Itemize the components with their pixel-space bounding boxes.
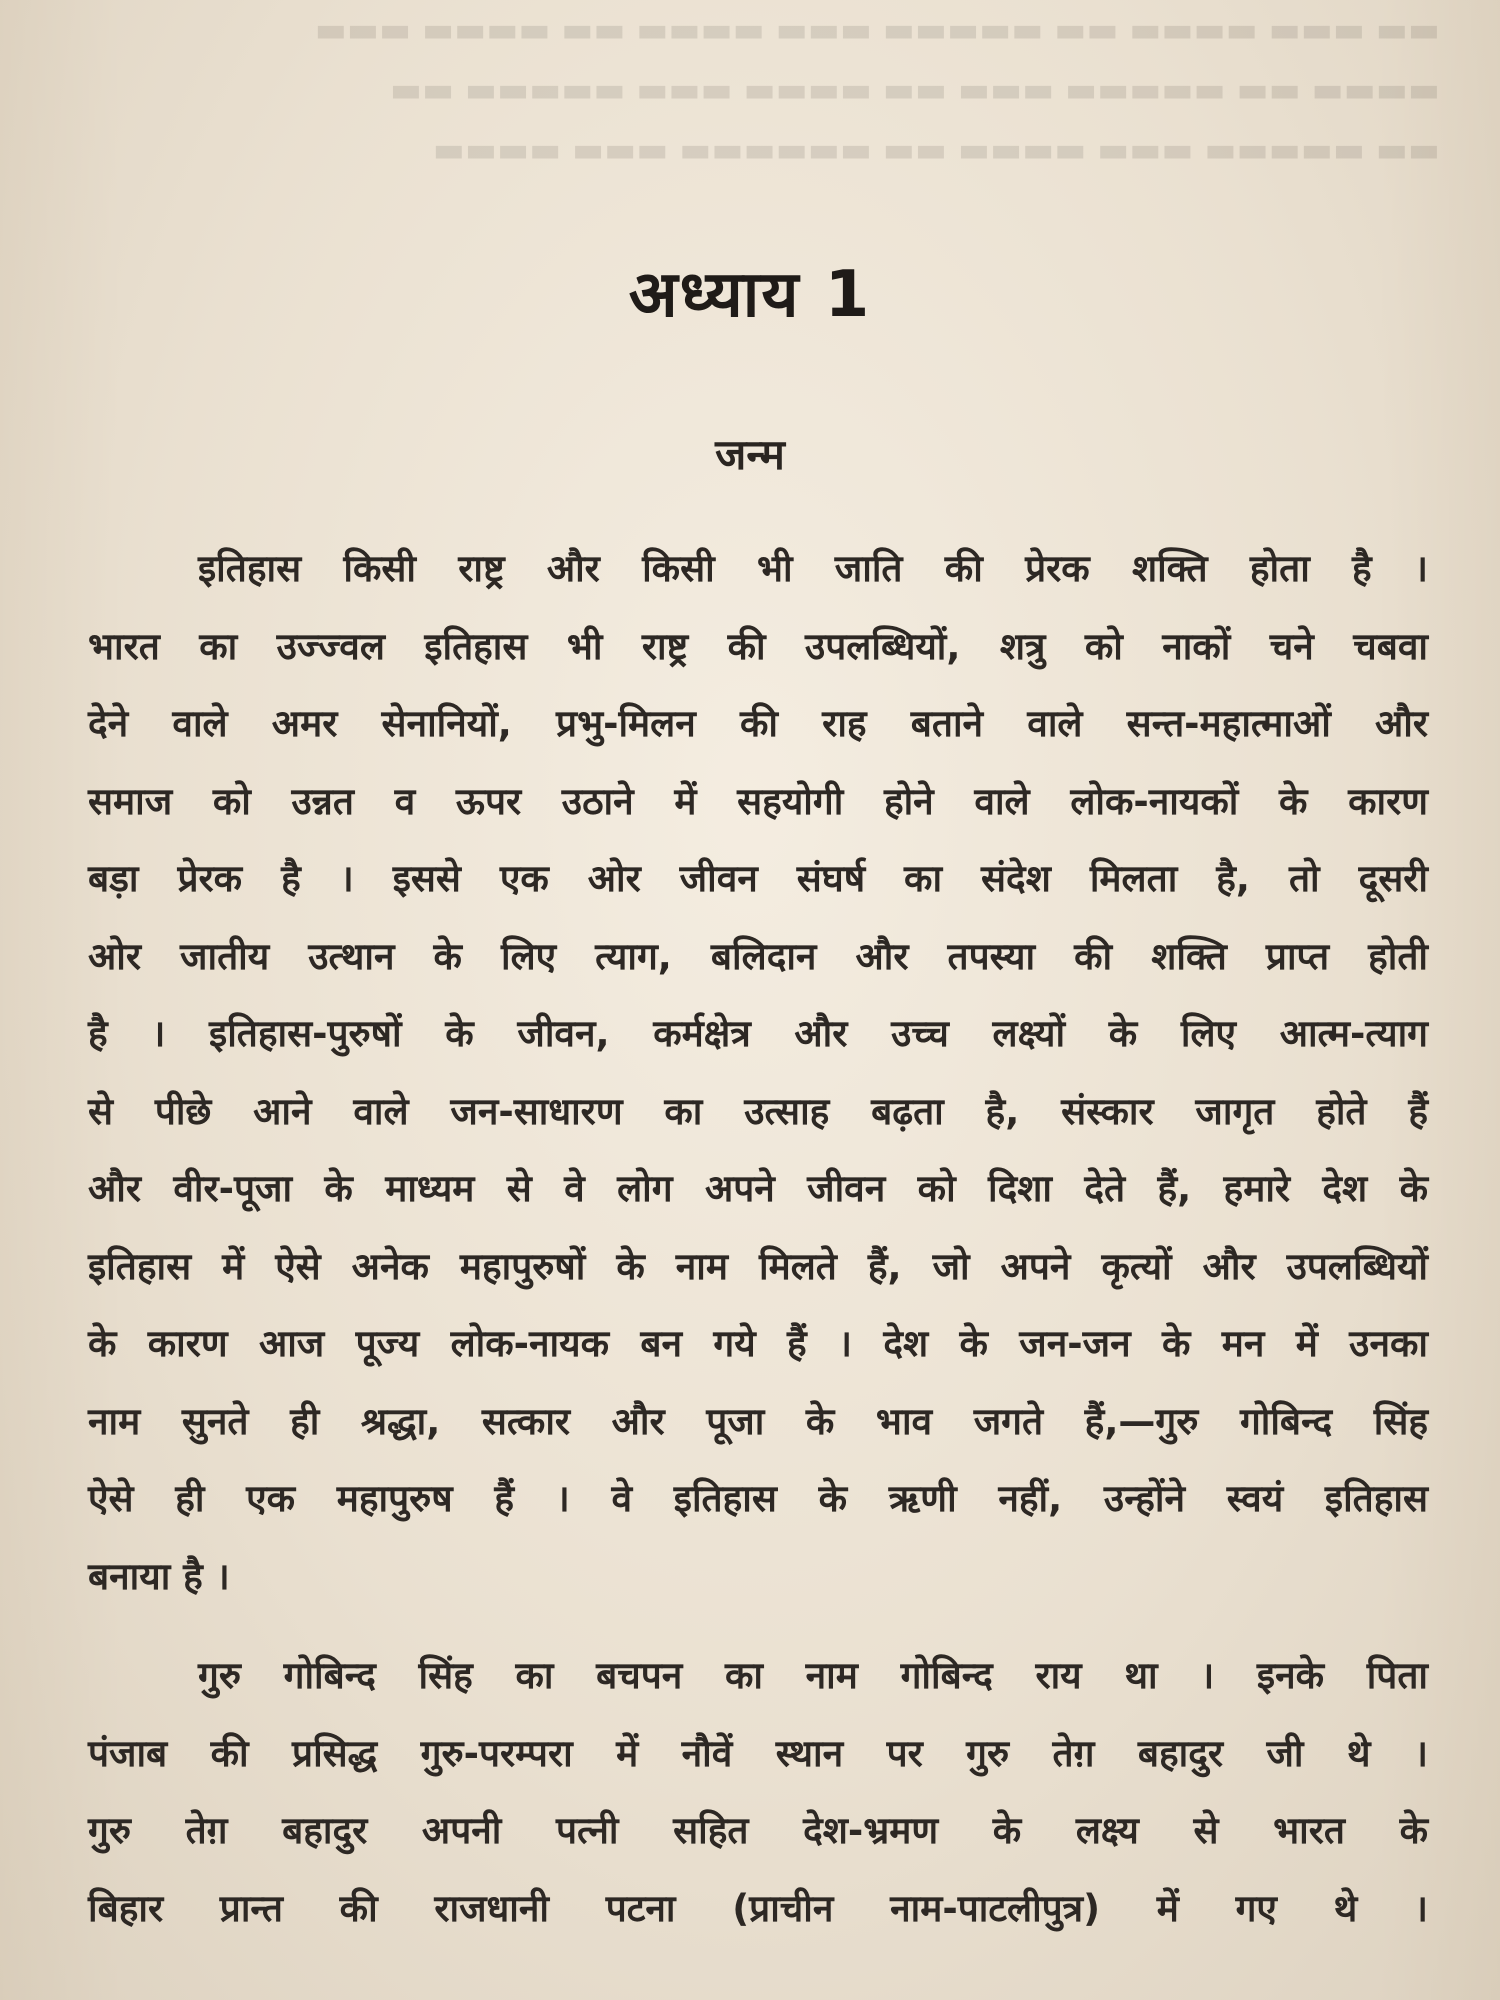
text-line: से पीछे आने वाले जन-साधारण का उत्साह बढ़ता है, संस्कार जागृत होते हैं [88, 1089, 1428, 1133]
text-line: देने वाले अमर सेनानियों, प्रभु-मिलन की राह बताने वाले सन्त-महात्माओं और [88, 702, 1428, 745]
text-line: गुरु गोबिन्द सिंह का बचपन का नाम गोबिन्द राय था । इनके पिता [198, 1654, 1428, 1697]
text-line: के कारण आज पूज्य लोक-नायक बन गये हैं । देश के जन-जन के मन में उनका [88, 1322, 1428, 1365]
text-line: पंजाब की प्रसिद्ध गुरु-परम्परा में नौवें स्थान पर गुरु तेग़ बहादुर जी थे । [88, 1731, 1428, 1775]
text-line: ओर जातीय उत्थान के लिए त्याग, बलिदान और तपस्या की शक्ति प्राप्त होती [88, 934, 1428, 978]
text-line: बिहार प्रान्त की राजधानी पटना (प्राचीन नाम-पाटलीपुत्र) में गए थे । [88, 1886, 1428, 1930]
paragraph-1 [88, 530, 1428, 1615]
text-line: इतिहास में ऐसे अनेक महापुरुषों के नाम मिलते हैं, जो अपने कृत्यों और उपलब्धियों [88, 1244, 1428, 1288]
text-line: समाज को उन्नत व ऊपर उठाने में सहयोगी होने वाले लोक-नायकों के कारण [88, 779, 1428, 823]
text-line: ऐसे ही एक महापुरुष हैं । वे इतिहास के ऋणी नहीं, उन्होंने स्वयं इतिहास [88, 1477, 1428, 1520]
text-line: है । इतिहास-पुरुषों के जीवन, कर्मक्षेत्र और उच्च लक्ष्यों के लिए आत्म-त्याग [88, 1012, 1428, 1055]
show-through-texture: ▬▬ ▬▬▬ ▬▬▬▬ ▬▬ ▬▬▬▬▬ ▬▬▬ ▬▬▬▬ ▬▬ ▬▬▬▬ ▬▬▬ ▬▬▬▬ ▬▬ ▬▬▬▬▬ ▬▬▬ ▬▬ ▬▬▬▬ ▬▬▬ ▬▬▬▬▬ ▬▬ ▬▬ ▬▬▬▬▬ ▬▬▬ ▬▬▬▬ ▬▬ ▬▬▬▬▬▬ ▬▬▬ ▬▬▬▬ [314, 10, 1440, 170]
text-line: बड़ा प्रेरक है । इससे एक ओर जीवन संघर्ष का संदेश मिलता है, तो दूसरी [88, 857, 1428, 900]
chapter-title: अध्याय 1 [628, 258, 872, 332]
text-line: गुरु तेग़ बहादुर अपनी पत्नी सहित देश-भ्रमण के लक्ष्य से भारत के [88, 1809, 1428, 1852]
text-line: और वीर-पूजा के माध्यम से वे लोग अपने जीवन को दिशा देते हैं, हमारे देश के [88, 1167, 1428, 1210]
text-line: भारत का उज्ज्वल इतिहास भी राष्ट्र की उपलब्धियों, शत्रु को नाकों चने चबवा [88, 624, 1428, 668]
text-line: नाम सुनते ही श्रद्धा, सत्कार और पूजा के भाव जगते हैं,—गुरु गोबिन्द सिंह [88, 1399, 1428, 1443]
text-line: इतिहास किसी राष्ट्र और किसी भी जाति की प्रेरक शक्ति होता है । [198, 547, 1428, 590]
paragraph-2 [88, 1637, 1428, 1947]
section-title: जन्म [715, 430, 785, 479]
text-line: बनाया है । [88, 1554, 230, 1598]
